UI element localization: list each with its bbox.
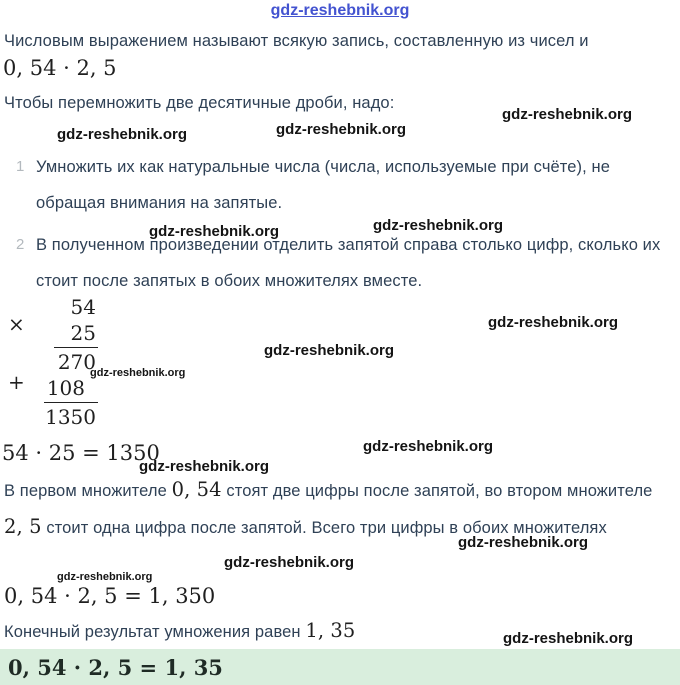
column-multiplication: [8, 294, 98, 430]
watermark: gdz-reshebnik.org: [373, 217, 504, 234]
multiply-sign: ×: [8, 312, 25, 336]
factor-2: 25: [70, 321, 96, 345]
step-text: В полученном произведении отделить запятой справа столько цифр, сколько их стоит после запятых в обоих множителях вместе.: [36, 236, 661, 290]
site-link[interactable]: gdz-reshebnik.org: [270, 2, 410, 19]
partial-product-2: 108: [46, 376, 85, 400]
watermark: gdz-reshebnik.org: [363, 438, 494, 455]
equation-decimal-placement: 0, 54 · 2, 5 = 1, 350: [4, 584, 216, 608]
expression-original: 0, 54 · 2, 5: [3, 56, 117, 80]
watermark: gdz-reshebnik.org: [57, 126, 188, 143]
watermark: gdz-reshebnik.org: [503, 630, 634, 647]
howto-text: Чтобы перемножить две десятичные дроби, надо:: [4, 94, 395, 112]
text-segment: стоят две цифры после запятой, во втором множителе: [226, 482, 653, 500]
answer-box: [0, 649, 680, 685]
watermark: gdz-reshebnik.org: [224, 554, 355, 571]
watermark: gdz-reshebnik.org: [264, 342, 395, 359]
equation-natural-numbers: 54 · 25 = 1350: [2, 441, 160, 465]
step-number: 1: [16, 158, 25, 175]
factor-1: 54: [70, 295, 96, 319]
watermark: gdz-reshebnik.org: [276, 121, 407, 138]
watermark: gdz-reshebnik.org: [502, 106, 633, 123]
step-number: 2: [16, 236, 25, 253]
product-result: 1350: [45, 405, 96, 429]
final-text: [4, 620, 355, 643]
rule-line: [54, 347, 98, 348]
text-segment: Конечный результат умножения равен: [4, 623, 301, 641]
step-2: [0, 227, 680, 299]
step-text: Умножить их как натуральные числа (числа, используемые при счёте), не обращая внимания на запятые.: [36, 158, 610, 212]
watermark: gdz-reshebnik.org: [149, 223, 280, 240]
watermark: gdz-reshebnik.org: [57, 571, 153, 583]
inline-math-second-factor: 2, 5: [4, 515, 42, 538]
rule-line: [44, 402, 98, 403]
watermark: gdz-reshebnik.org: [139, 458, 270, 475]
watermark: gdz-reshebnik.org: [458, 534, 589, 551]
watermark: gdz-reshebnik.org: [90, 367, 186, 379]
plus-sign: +: [8, 370, 25, 394]
inline-math-result: 1, 35: [305, 619, 356, 642]
partial-product-1: 270: [57, 350, 96, 374]
step-1: [0, 149, 680, 221]
intro-text: Числовым выражением называют всякую запись, составленную из чисел и: [4, 32, 589, 50]
text-segment: В первом множителе: [4, 482, 167, 500]
inline-math-first-factor: 0, 54: [171, 478, 222, 501]
watermark: gdz-reshebnik.org: [488, 314, 619, 331]
answer-equation: 0, 54 · 2, 5 = 1, 35: [8, 654, 223, 680]
text-segment: стоит одна цифра после запятой. Всего три цифры в обоих множителях: [46, 519, 607, 537]
